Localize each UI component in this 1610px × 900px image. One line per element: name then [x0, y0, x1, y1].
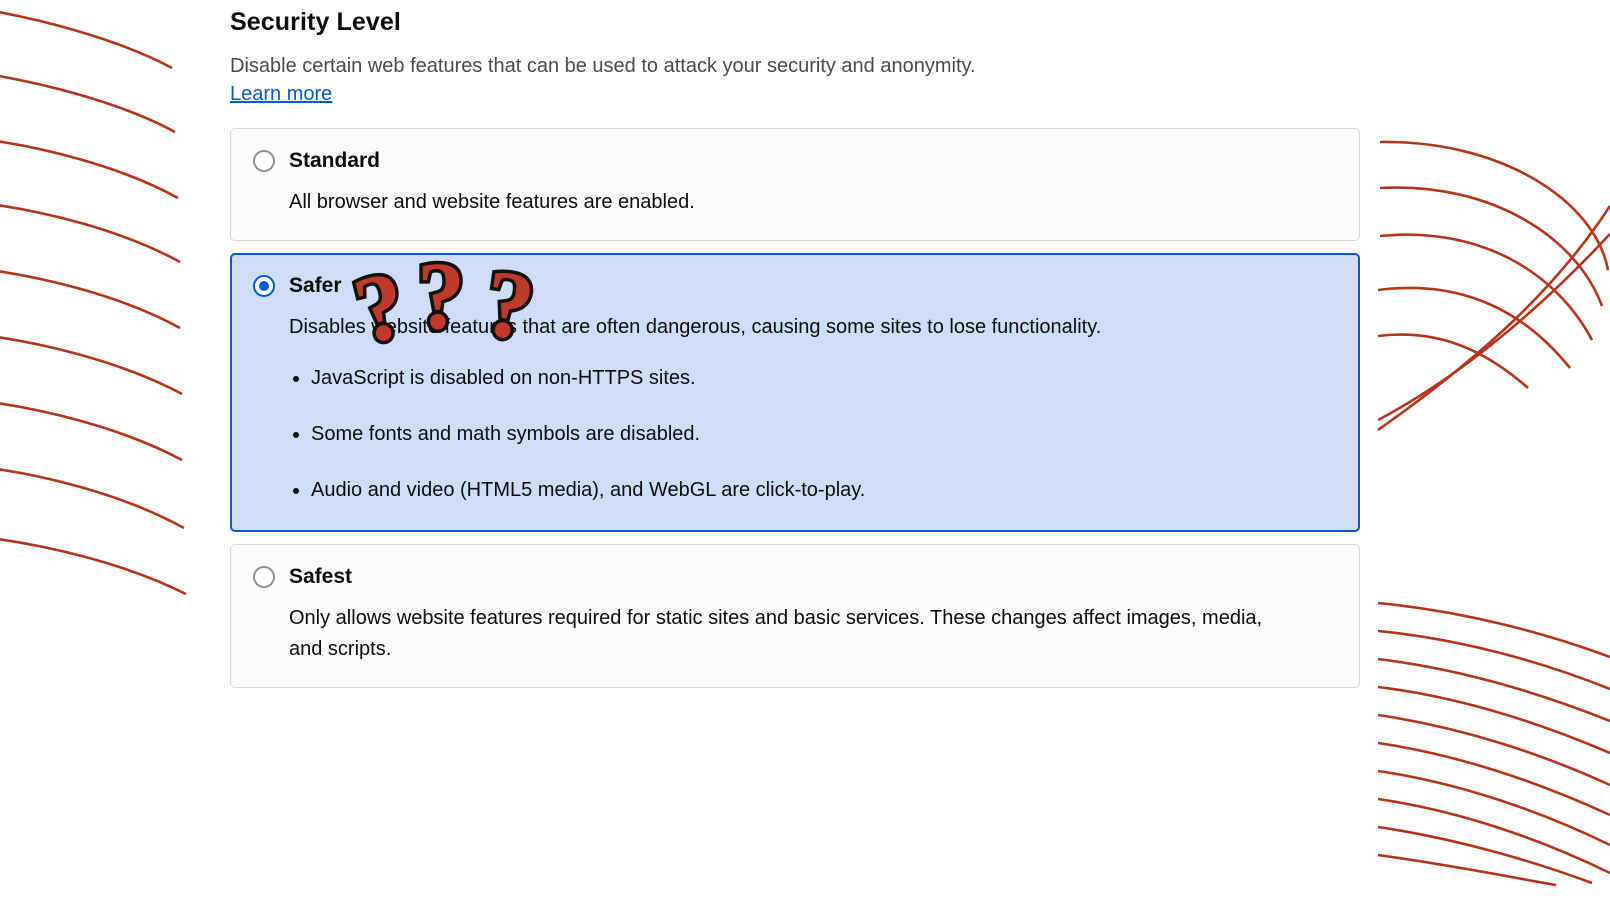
list-item: • JavaScript is disabled on non-HTTPS sites. [311, 363, 1337, 393]
option-standard-header [253, 149, 1337, 173]
radio-standard-icon[interactable] [253, 150, 275, 172]
svg-text:?: ? [344, 249, 417, 365]
option-standard-label: Standard [289, 149, 381, 172]
security-level-panel [230, 8, 1360, 700]
line-art-left-icon [0, 0, 210, 630]
option-safer-label: Safer [289, 274, 342, 297]
option-safer[interactable] [230, 253, 1360, 532]
option-safest-label: Safest [289, 565, 353, 588]
svg-text:?: ? [478, 248, 541, 362]
option-safer-header [253, 274, 1337, 298]
option-safest-header [253, 565, 1337, 589]
learn-more-link[interactable]: Learn more [230, 83, 333, 105]
list-item: • Some fonts and math symbols are disabled. [311, 419, 1337, 449]
option-standard-description: All browser and website features are enabled. [289, 191, 695, 213]
list-item: • Audio and video (HTML5 media), and WebGL are click-to-play. [311, 475, 1337, 505]
line-art-right-top-icon [1380, 130, 1610, 460]
option-standard[interactable] [230, 128, 1360, 241]
section-description: Disable certain web features that can be used to attack your security and anonymity. [230, 55, 976, 77]
svg-text:?: ? [417, 242, 465, 349]
radio-safer-icon[interactable] [253, 275, 275, 297]
option-safest-description: Only allows website features required for static sites and basic services. These changes affect images, media, and scripts. [289, 607, 1263, 660]
radio-safest-icon[interactable] [253, 566, 275, 588]
option-safest[interactable] [230, 544, 1360, 688]
option-safer-bullets [311, 363, 1337, 505]
security-level-options [230, 128, 1360, 688]
option-safer-description: Disables website features that are often dangerous, causing some sites to lose functionality. [289, 316, 1102, 338]
page-title: Security Level [230, 8, 401, 36]
line-art-right-bottom-icon [1380, 595, 1610, 885]
